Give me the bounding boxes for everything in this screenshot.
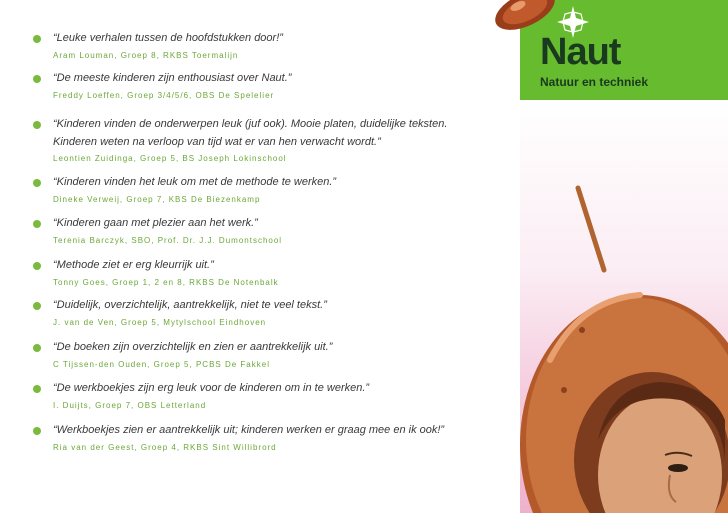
testimonial-quote: “Leuke verhalen tussen de hoofdstukken door!” xyxy=(53,32,283,44)
testimonial-quote: “Werkboekjes zien er aantrekkelijk uit; kinderen werken er graag mee en ik ook!” xyxy=(53,424,445,436)
testimonial-author: C Tijssen-den Ouden, Groep 5, PCBS De Fakkel xyxy=(53,360,270,369)
bullet-icon xyxy=(33,35,41,43)
testimonial-author: Aram Louman, Groep 8, RKBS Toermalijn xyxy=(53,51,239,60)
testimonial-quote: “De meeste kinderen zijn enthousiast over Naut.” xyxy=(53,72,292,84)
testimonial-quote: “Kinderen vinden de onderwerpen leuk (juf ook). Mooie platen, duidelijke teksten. xyxy=(53,118,448,130)
bullet-icon xyxy=(33,427,41,435)
testimonial-author: I. Duijts, Groep 7, OBS Letterland xyxy=(53,401,207,410)
bullet-icon xyxy=(33,179,41,187)
testimonial-quote: “Kinderen gaan met plezier aan het werk.” xyxy=(53,217,258,229)
rocket-capsule-icon xyxy=(490,0,560,34)
bullet-icon xyxy=(33,220,41,228)
testimonial-author: J. van de Ven, Groep 5, Mytylschool Eindhoven xyxy=(53,318,267,327)
testimonial-author: Dineke Verweij, Groep 7, KBS De Biezenkamp xyxy=(53,195,261,204)
bullet-icon xyxy=(33,344,41,352)
testimonial-quote: “De boeken zijn overzichtelijk en zien er aantrekkelijk uit.” xyxy=(53,341,333,353)
astronaut-illustration xyxy=(520,100,728,513)
bullet-icon xyxy=(33,121,41,129)
brand-panel xyxy=(520,0,728,513)
bullet-icon xyxy=(33,302,41,310)
testimonial-quote: “Methode ziet er erg kleurrijk uit.” xyxy=(53,259,214,271)
testimonial-author: Freddy Loeffen, Groep 3/4/5/6, OBS De Spelelier xyxy=(53,91,275,100)
testimonial-quote-continued: Kinderen weten na verloop van tijd wat er van hen verwacht wordt.” xyxy=(53,136,381,148)
bullet-icon xyxy=(33,385,41,393)
testimonial-author: Ria van der Geest, Groep 4, RKBS Sint Willibrord xyxy=(53,443,277,452)
testimonial-author: Tonny Goes, Groep 1, 2 en 8, RKBS De Notenbalk xyxy=(53,278,279,287)
testimonial-quote: “Duidelijk, overzichtelijk, aantrekkelijk, niet te veel tekst.” xyxy=(53,299,327,311)
brand-subtitle: Natuur en techniek xyxy=(540,75,649,89)
testimonial-author: Terenia Barczyk, SBO, Prof. Dr. J.J. Dumontschool xyxy=(53,236,283,245)
bullet-icon xyxy=(33,75,41,83)
testimonial-quote: “Kinderen vinden het leuk om met de methode te werken.” xyxy=(53,176,337,188)
brand-title: Naut xyxy=(540,31,621,73)
testimonial-author: Leontien Zuidinga, Groep 5, BS Joseph Lokinschool xyxy=(53,154,287,163)
testimonial-quote: “De werkboekjes zijn erg leuk voor de kinderen om in te werken.” xyxy=(53,382,370,394)
bullet-icon xyxy=(33,262,41,270)
